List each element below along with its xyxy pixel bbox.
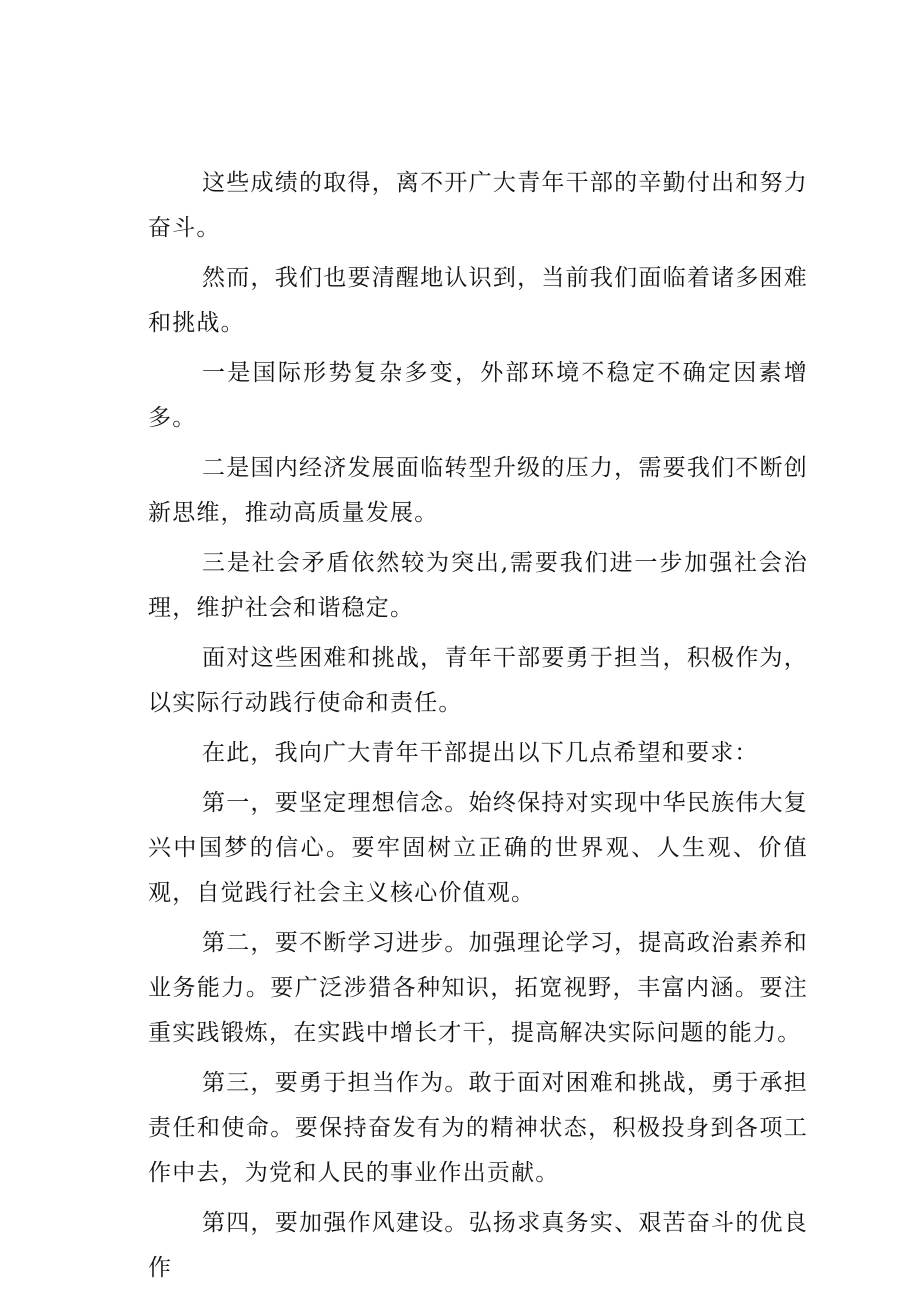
paragraph: 第四，要加强作风建设。弘扬求真务实、艰苦奋斗的优良作: [148, 1210, 808, 1281]
paragraph: 第三，要勇于担当作为。敢于面对困难和挑战，勇于承担责任和使命。要保持奋发有为的精神状态，积极投身到各项工作中去，为党和人民的事业作出贡献。: [148, 1070, 808, 1186]
paragraph: 在此，我向广大青年干部提出以下几点希望和要求：: [202, 740, 759, 766]
paragraph: 第一，要坚定理想信念。始终保持对实现中华民族伟大复兴中国梦的信心。要牢固树立正确的世界观、人生观、价值观，自觉践行社会主义核心价值观。: [148, 790, 808, 906]
paragraph: 一是国际形势复杂多变，外部环境不稳定不确定因素增多。: [148, 360, 808, 431]
paragraph: 第二，要不断学习进步。加强理论学习，提高政治素养和业务能力。要广泛涉猎各种知识，拓宽视野，丰富内涵。要注重实践锻炼，在实践中增长才干，提高解决实际问题的能力。: [148, 930, 808, 1046]
paragraph: 面对这些困难和挑战，青年干部要勇于担当，积极作为，以实际行动践行使命和责任。: [148, 645, 808, 716]
paragraph: 这些成绩的取得，离不开广大青年干部的辛勤付出和努力奋斗。: [148, 170, 808, 241]
paragraph: 然而，我们也要清醒地认识到，当前我们面临着诸多困难和挑战。: [148, 265, 808, 336]
paragraph: 三是社会矛盾依然较为突出,需要我们进一步加强社会治理，维护社会和谐稳定。: [148, 550, 808, 621]
document-body: [148, 161, 808, 1296]
paragraph: 二是国内经济发展面临转型升级的压力，需要我们不断创新思维，推动高质量发展。: [148, 455, 808, 526]
